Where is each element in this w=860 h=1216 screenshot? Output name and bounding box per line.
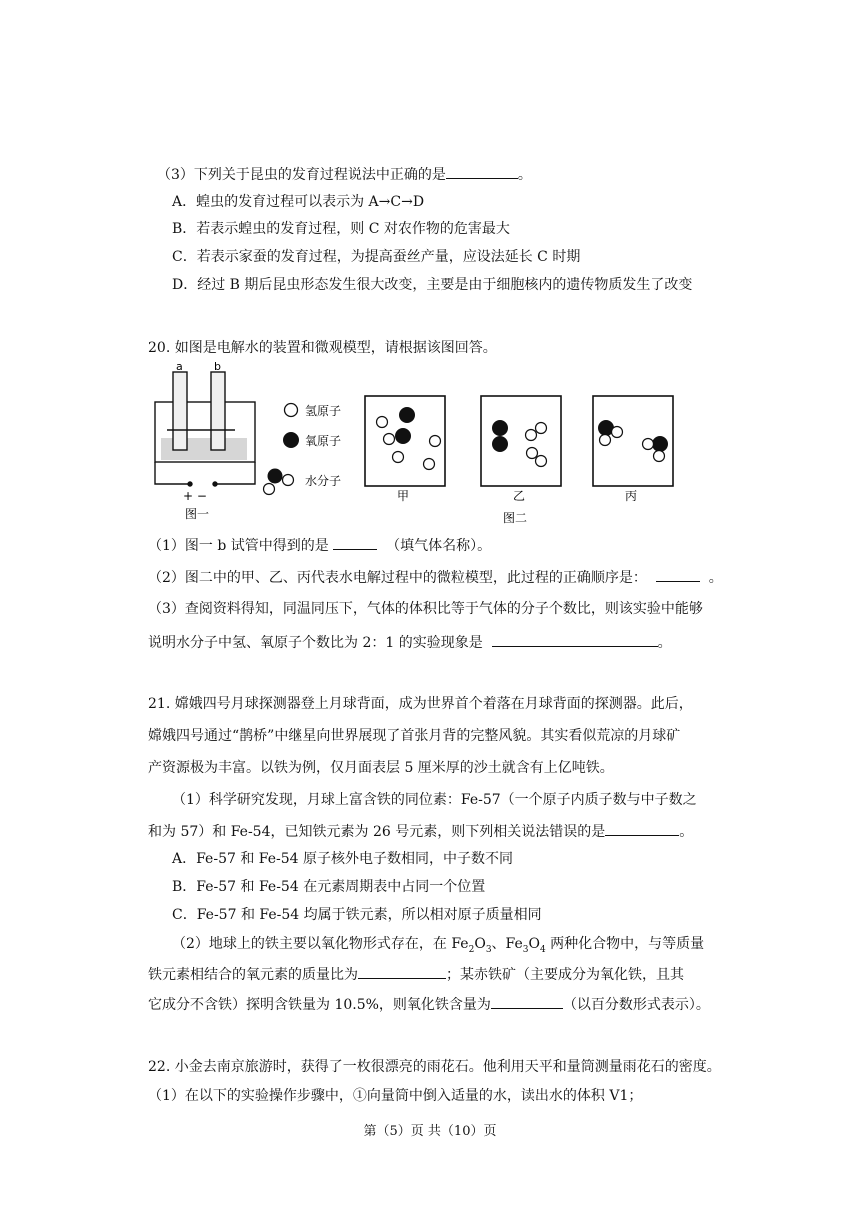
water-molecule-icon <box>264 469 294 495</box>
q21-intro-line3: 产资源极为丰富。以铁为例，仅月面表层 5 厘米厚的沙土就含有上亿吨铁。 <box>148 760 614 776</box>
model-box-bing <box>593 396 673 486</box>
fig1-caption: 图一 <box>185 507 210 521</box>
electrolysis-apparatus <box>155 372 255 486</box>
q21-part1-line1: （1）科学研究发现，月球上富含铁的同位素：Fe-57（一个原子内质子数与中子数之 <box>172 792 697 808</box>
answer-blank <box>492 632 658 647</box>
q21-part2-line3: 它成分不含铁）探明含铁量为 10.5%，则氧化铁含量为 （以百分数形式表示）。 <box>148 994 710 1015</box>
q21-intro-line1: 21. 嫦娥四号月球探测器登上月球背面，成为世界首个着落在月球背面的探测器。此后， <box>148 696 693 712</box>
answer-blank <box>656 567 700 582</box>
legend-hydrogen: 氢原子 <box>305 404 342 418</box>
q21-option-a: A．Fe-57 和 Fe-54 原子核外电子数相同，中子数不同 <box>172 851 514 867</box>
q20-part1: （1）图一 b 试管中得到的是 （填气体名称）。 <box>148 535 491 556</box>
wires <box>155 462 255 484</box>
electrolysis-figure <box>145 360 705 530</box>
fig2-caption: 图二 <box>503 511 528 525</box>
tube-b <box>211 372 225 450</box>
box-jia-label: 甲 <box>397 489 410 503</box>
model-box-jia <box>365 396 445 486</box>
answer-blank <box>358 964 446 979</box>
q21-part2-line1: （2）地球上的铁主要以氧化物形式存在，在 $Fe_2O_3$、$Fe_3O_4$ 两种化合物中，与等质量 <box>172 936 705 955</box>
tube-b-label: b <box>214 360 221 373</box>
tube-a <box>173 372 187 450</box>
answer-blank <box>491 994 563 1009</box>
q20-stem: 20. 如图是电解水的装置和微观模型，请根据该图回答。 <box>148 340 497 356</box>
answer-blank <box>446 164 518 179</box>
box-bing-label: 丙 <box>625 489 638 503</box>
q19-3-stem: （3）下列关于昆虫的发育过程说法中正确的是 。 <box>157 164 532 185</box>
oxygen-atom-icon <box>283 432 299 448</box>
q20-part2: （2）图二中的甲、乙、丙代表水电解过程中的微粒模型，此过程的正确顺序是： 。 <box>148 567 723 588</box>
page-number-footer: 第（5）页 共（10）页 <box>363 1124 497 1139</box>
model-box-yi <box>481 396 561 486</box>
box-yi-label: 乙 <box>513 489 526 503</box>
q22-part1: （1）在以下的实验操作步骤中，①向量筒中倒入适量的水，读出水的体积 V1； <box>148 1088 643 1104</box>
q21-intro-line2: 嫦娥四号通过“鹊桥”中继星向世界展现了首张月背的完整风貌。其实看似荒凉的月球矿 <box>148 728 681 744</box>
legend-water: 水分子 <box>305 474 342 488</box>
q21-part1-line2: 和为 57）和 Fe-54，已知铁元素为 26 号元素，则下列相关说法错误的是 。 <box>148 821 693 842</box>
answer-blank <box>605 821 679 836</box>
q22-intro: 22. 小金去南京旅游时，获得了一枚很漂亮的雨花石。他利用天平和量筒测量雨花石的密度。 <box>148 1059 721 1075</box>
q20-part3-line1: （3）查阅资料得知，同温同压下，气体的体积比等于气体的分子个数比，则该实验中能够 <box>148 601 703 617</box>
q19-3-option-c: C．若表示家蚕的发育过程，为提高蚕丝产量，应设法延长 C 时期 <box>172 249 581 265</box>
q19-3-option-b: B．若表示蝗虫的发育过程，则 C 对农作物的危害最大 <box>172 221 510 237</box>
q21-part2-line2: 铁元素相结合的氧元素的质量比为 ；某赤铁矿（主要成分为氧化铁，且其 <box>148 964 684 985</box>
tube-a-label: a <box>176 360 183 373</box>
terminal-signs: + − <box>183 489 207 503</box>
hydrogen-atom-icon <box>285 404 298 417</box>
legend-oxygen: 氧原子 <box>305 434 342 448</box>
answer-blank <box>333 535 377 550</box>
q19-3-option-d: D．经过 B 期后昆虫形态发生很大改变，主要是由于细胞核内的遗传物质发生了改变 <box>172 277 693 293</box>
q19-3-option-a: A．蝗虫的发育过程可以表示为 A→C→D <box>172 194 425 210</box>
q21-option-b: B．Fe-57 和 Fe-54 在元素周期表中占同一个位置 <box>172 879 486 895</box>
q20-part3-line2: 说明水分子中氢、氧原子个数比为 2：1 的实验现象是 。 <box>148 632 672 653</box>
q21-option-c: C．Fe-57 和 Fe-54 均属于铁元素，所以相对原子质量相同 <box>172 907 542 923</box>
